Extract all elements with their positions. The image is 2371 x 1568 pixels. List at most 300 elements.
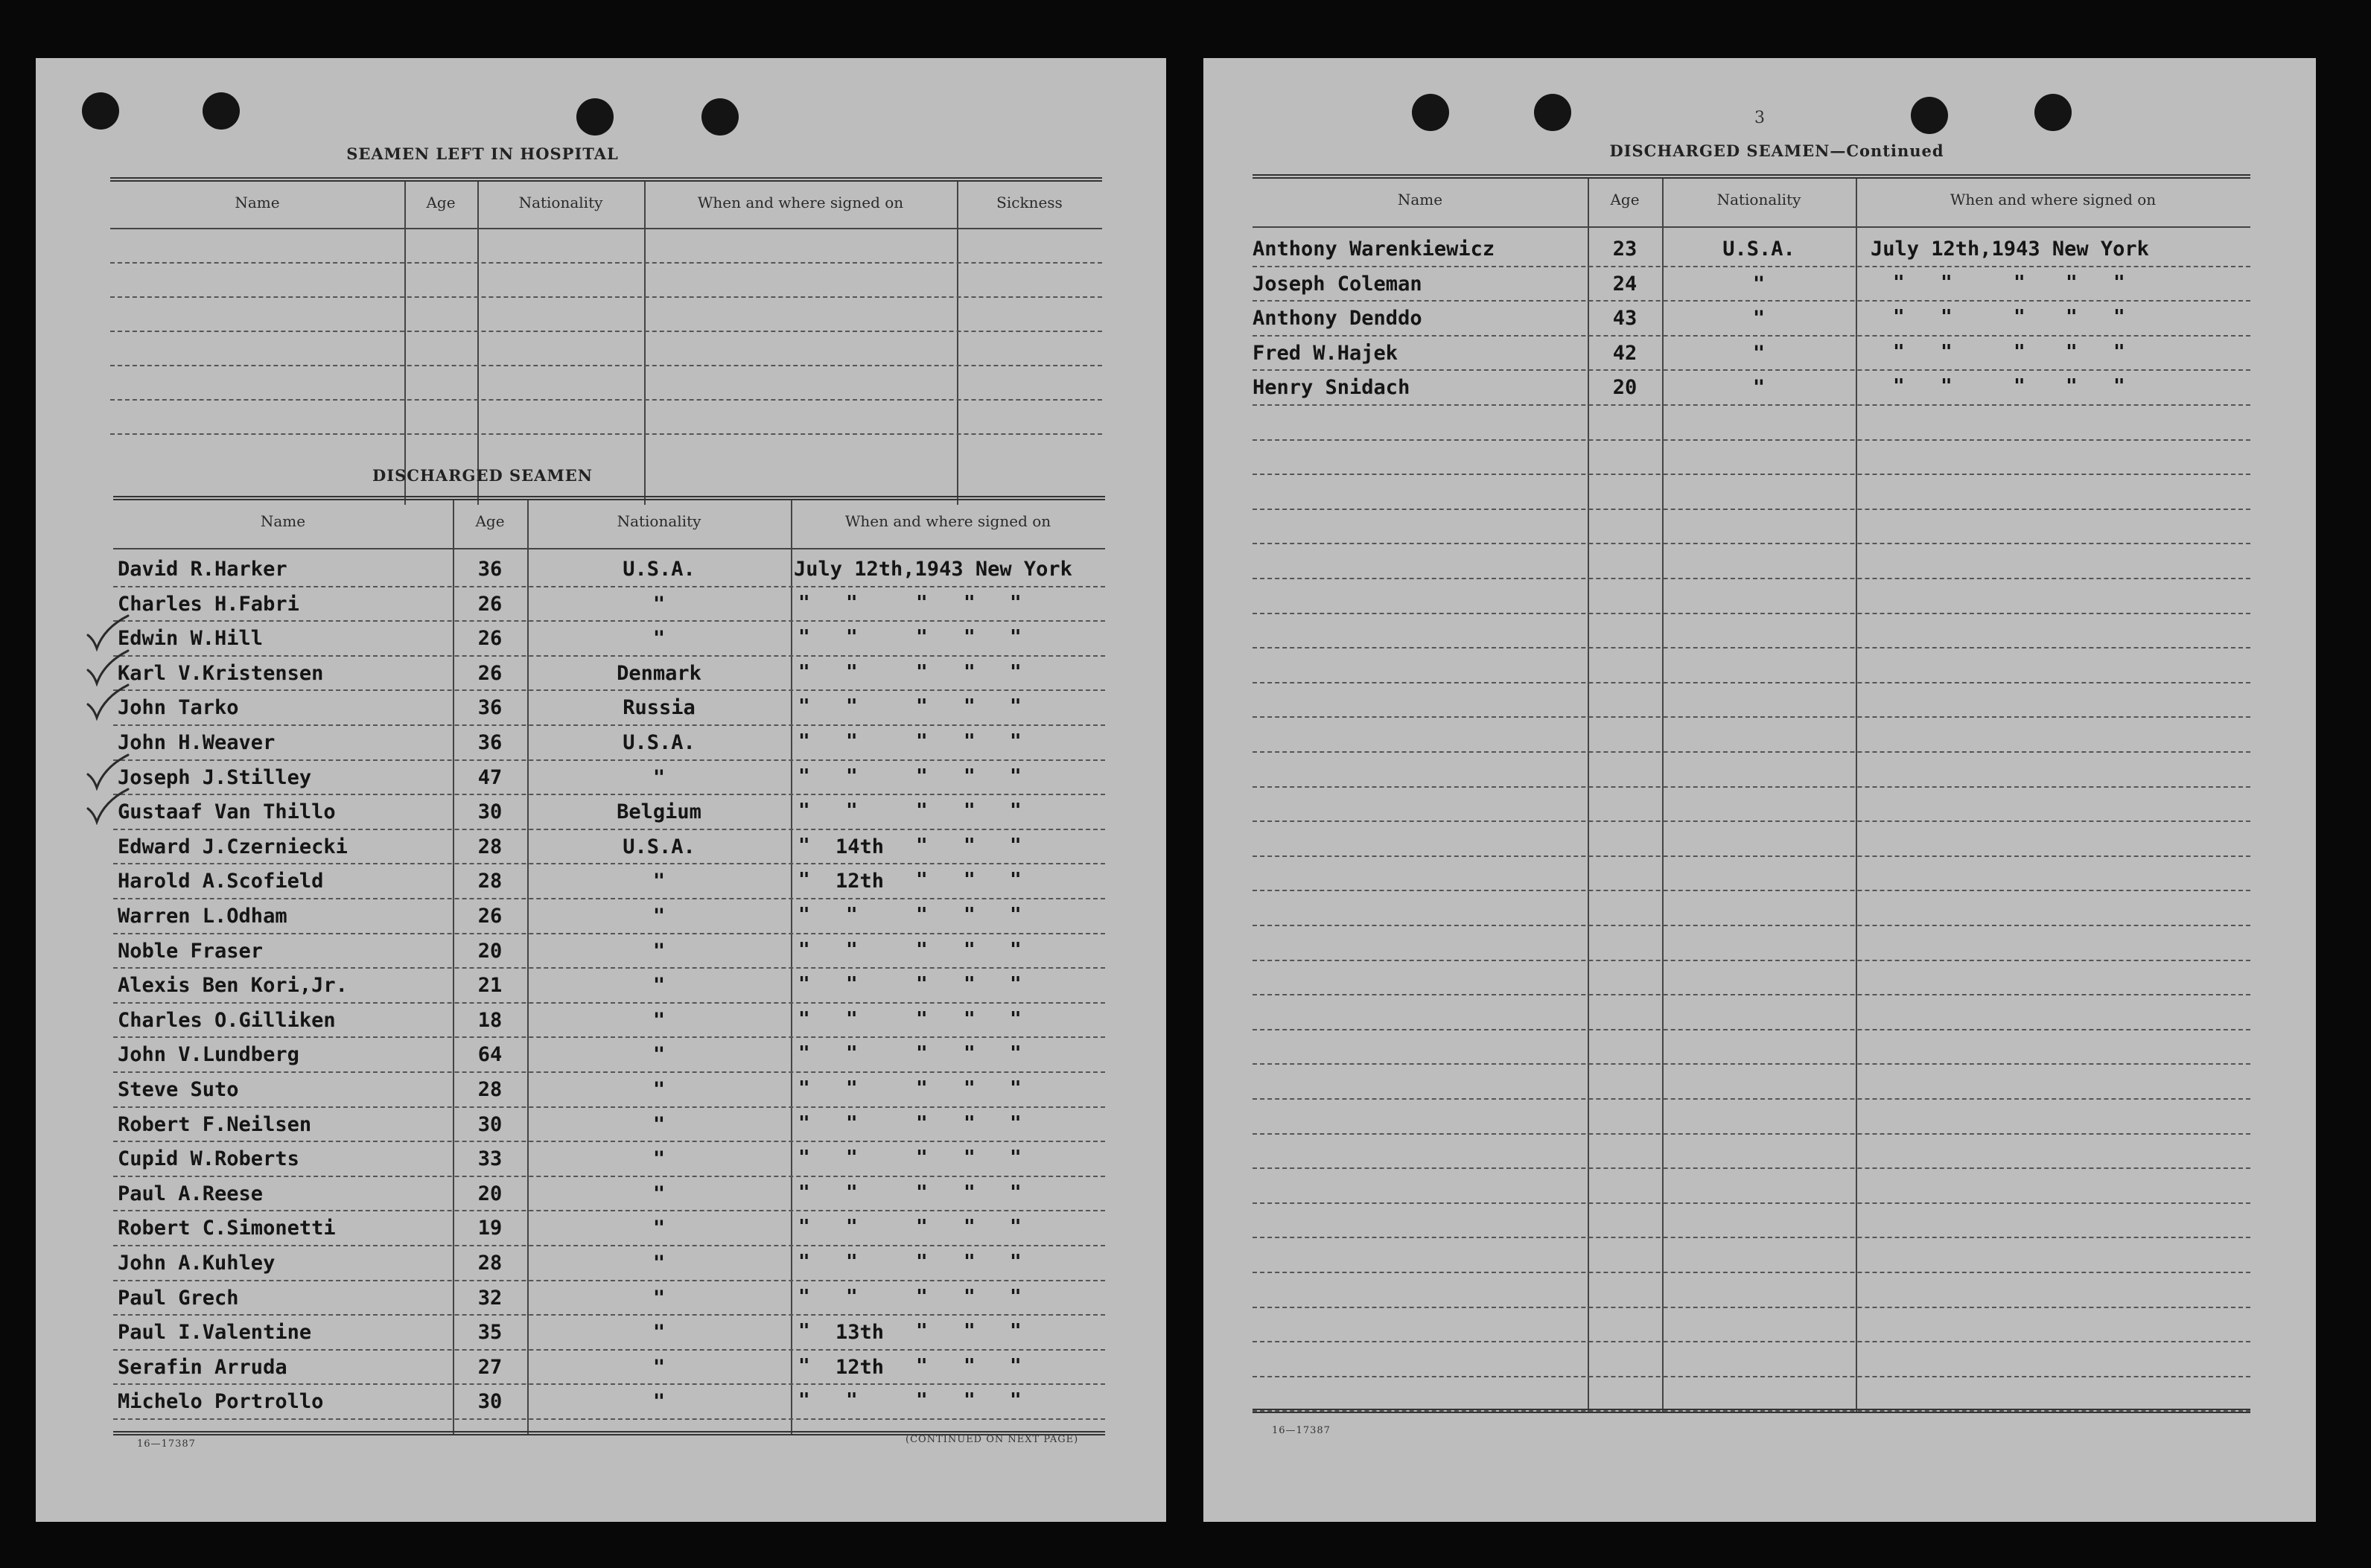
seaman-nationality: Russia <box>623 696 696 720</box>
seaman-name: Steve Suto <box>118 1078 239 1101</box>
seaman-name: John V.Lundberg <box>118 1043 299 1067</box>
table-row <box>1253 857 2250 892</box>
table-row <box>113 830 1105 865</box>
ditto-mark: " <box>2113 271 2125 294</box>
seaman-age: 24 <box>1612 272 1638 296</box>
ditto-mark: " <box>1010 834 1022 857</box>
seaman-age: 19 <box>477 1217 503 1240</box>
ditto-mark: " <box>846 1112 858 1135</box>
seaman-name: Robert C.Simonetti <box>118 1217 336 1240</box>
ruled-line <box>1253 1410 2250 1412</box>
ditto-mark: " <box>846 730 858 753</box>
ditto-mark: " <box>964 973 976 996</box>
form-number: 16—17387 <box>1272 1425 1331 1436</box>
ditto-mark: " <box>1893 375 1905 398</box>
seaman-name: Paul A.Reese <box>118 1182 264 1205</box>
ditto-mark: " <box>1010 626 1022 649</box>
seaman-age: 21 <box>477 974 503 998</box>
table-row <box>113 1177 1105 1212</box>
ditto-mark: " <box>916 1112 928 1135</box>
ditto-mark: " <box>1010 1285 1022 1308</box>
ditto-mark: " <box>916 1147 928 1170</box>
punch-hole <box>82 92 119 130</box>
punch-hole <box>701 98 739 136</box>
ditto-mark: " <box>798 1181 810 1204</box>
table-row <box>1253 232 2250 267</box>
ditto-mark: " <box>846 1077 858 1100</box>
ditto-mark: " <box>916 730 928 753</box>
ditto-mark: " <box>916 1042 928 1065</box>
ditto-mark: " <box>1010 938 1022 961</box>
ditto-mark: " <box>846 1147 858 1170</box>
ditto-mark: " <box>916 626 928 649</box>
table-row <box>1253 822 2250 857</box>
column-header-age: Age <box>475 512 505 530</box>
discharged-continued-table <box>1253 174 2250 1413</box>
column-header-name: Name <box>1397 191 1443 208</box>
table-row <box>113 1351 1105 1386</box>
ditto-mark: " <box>1010 1216 1022 1239</box>
seaman-age: 36 <box>477 731 503 754</box>
table-row <box>113 726 1105 761</box>
seaman-age: 20 <box>477 939 503 963</box>
column-header-sickness: Sickness <box>996 194 1063 211</box>
ruled-line <box>110 296 1102 298</box>
ditto-mark: " <box>798 1007 810 1030</box>
punch-hole <box>2034 94 2072 131</box>
column-header-nationality: Nationality <box>617 512 701 530</box>
table-row <box>1253 302 2250 337</box>
ditto-mark: " <box>964 1389 976 1412</box>
ditto-mark: " <box>916 1216 928 1239</box>
seaman-nationality: " <box>652 1355 666 1379</box>
table-row <box>113 1142 1105 1177</box>
seaman-nationality: " <box>652 765 666 789</box>
ditto-mark: " <box>798 869 810 892</box>
table-row <box>1253 406 2250 441</box>
table-row <box>1253 1238 2250 1273</box>
table-row <box>1253 648 2250 683</box>
ditto-mark: " <box>2066 306 2078 329</box>
seaman-nationality: " <box>652 974 666 998</box>
table-row <box>113 795 1105 830</box>
signed-on: July 12th,1943 New York <box>794 558 1072 581</box>
table-row <box>1253 371 2250 406</box>
ruled-line <box>110 433 1102 435</box>
seaman-nationality: U.S.A. <box>623 835 696 858</box>
seaman-age: 26 <box>477 627 503 651</box>
seaman-age: 36 <box>477 696 503 720</box>
table-row <box>1253 267 2250 302</box>
punch-hole <box>576 98 614 136</box>
ditto-mark: " <box>846 800 858 823</box>
seaman-name: Charles O.Gilliken <box>118 1008 336 1032</box>
form-number: 16—17387 <box>137 1438 196 1450</box>
ditto-mark: " <box>798 1251 810 1273</box>
seaman-nationality: U.S.A. <box>1722 238 1795 261</box>
ditto-mark: " <box>964 904 976 926</box>
table-row <box>1253 1308 2250 1343</box>
seaman-name: Joseph J.Stilley <box>118 765 312 789</box>
ditto-mark: " <box>964 591 976 614</box>
seaman-name: David R.Harker <box>118 558 287 581</box>
table-row <box>1253 1169 2250 1204</box>
seaman-age: 28 <box>477 1078 503 1101</box>
table-row <box>1253 718 2250 753</box>
ditto-mark: " <box>1010 800 1022 823</box>
table-row <box>1253 961 2250 996</box>
ditto-mark: " <box>798 938 810 961</box>
ditto-mark: " <box>798 800 810 823</box>
table-row <box>113 1281 1105 1316</box>
ditto-mark: " <box>798 973 810 996</box>
seaman-age: 20 <box>477 1182 503 1205</box>
ditto-mark: " <box>964 1285 976 1308</box>
ditto-mark: " <box>964 1112 976 1135</box>
table-row <box>113 1385 1105 1420</box>
seaman-nationality: " <box>652 1008 666 1032</box>
ditto-mark: " <box>916 1320 928 1343</box>
seaman-nationality: " <box>1752 307 1766 331</box>
seaman-age: 26 <box>477 905 503 928</box>
table-row <box>1253 1377 2250 1412</box>
ditto-mark: " <box>798 1042 810 1065</box>
ditto-mark: " <box>2066 340 2078 363</box>
ditto-mark: " <box>2014 340 2025 363</box>
seaman-age: 26 <box>477 592 503 616</box>
table-row <box>1253 1135 2250 1170</box>
ditto-mark: " <box>798 1216 810 1239</box>
ditto-mark: " <box>916 1354 928 1377</box>
ditto-mark: " <box>916 1389 928 1412</box>
ditto-mark: " <box>964 938 976 961</box>
table-row <box>1253 1030 2250 1065</box>
ditto-mark: " <box>964 1216 976 1239</box>
check-mark <box>85 752 130 791</box>
seaman-name: Paul Grech <box>118 1286 239 1310</box>
ditto-mark: " <box>916 765 928 788</box>
ruled-line <box>110 262 1102 264</box>
ditto-mark: " <box>1010 1112 1022 1135</box>
ditto-mark: " <box>1941 375 1953 398</box>
seaman-age: 32 <box>477 1286 503 1310</box>
seaman-name: Karl V.Kristensen <box>118 661 324 685</box>
seaman-age: 64 <box>477 1043 503 1067</box>
table-row <box>113 1073 1105 1108</box>
seaman-age: 42 <box>1612 341 1638 365</box>
ditto-mark: " <box>916 695 928 718</box>
ditto-mark: " <box>964 800 976 823</box>
seaman-nationality: " <box>652 1043 666 1067</box>
seaman-name: Joseph Coleman <box>1253 272 1422 296</box>
ditto-mark: " <box>798 660 810 683</box>
ditto-mark: " <box>798 1112 810 1135</box>
ditto-mark: " <box>964 660 976 683</box>
seaman-nationality: " <box>1752 376 1766 400</box>
column-header-signed-on: When and where signed on <box>844 512 1051 530</box>
seaman-nationality: " <box>652 905 666 928</box>
seaman-nationality: Denmark <box>617 661 701 685</box>
ditto-mark: " <box>916 1285 928 1308</box>
ditto-mark: " <box>1010 1354 1022 1377</box>
ditto-mark: " <box>916 869 928 892</box>
check-mark <box>85 682 130 721</box>
seaman-nationality: " <box>652 1321 666 1345</box>
seaman-name: Michelo Portrollo <box>118 1390 324 1414</box>
ditto-mark: " <box>916 800 928 823</box>
ditto-mark: " <box>1010 695 1022 718</box>
ditto-mark: " <box>964 1354 976 1377</box>
ditto-mark: " <box>846 1285 858 1308</box>
seaman-age: 30 <box>477 1390 503 1414</box>
ditto-mark: " <box>1010 1320 1022 1343</box>
table-row <box>113 691 1105 726</box>
table-row <box>113 1004 1105 1039</box>
seaman-nationality: " <box>652 939 666 963</box>
seaman-name: Noble Fraser <box>118 939 264 963</box>
ditto-mark: " <box>846 938 858 961</box>
ditto-mark: " <box>1010 1147 1022 1170</box>
seaman-name: John Tarko <box>118 696 239 720</box>
ditto-mark: " <box>798 695 810 718</box>
seaman-name: Fred W.Hajek <box>1253 341 1398 365</box>
ditto-mark: " <box>916 1007 928 1030</box>
table-row <box>1253 441 2250 476</box>
seaman-age: 33 <box>477 1147 503 1171</box>
seaman-nationality: Belgium <box>617 800 701 824</box>
page-number: 3 <box>1754 109 1765 127</box>
ditto-mark: " <box>1941 271 1953 294</box>
ditto-mark: " <box>1010 765 1022 788</box>
table-row <box>1253 614 2250 649</box>
ditto-mark: " <box>2014 375 2025 398</box>
ditto-mark: " <box>916 834 928 857</box>
table-row <box>113 1038 1105 1073</box>
seaman-name: Henry Snidach <box>1253 376 1410 400</box>
table-row <box>1253 683 2250 718</box>
seaman-age: 28 <box>477 835 503 858</box>
seaman-name: Harold A.Scofield <box>118 870 324 893</box>
ditto-mark: " <box>798 1320 810 1343</box>
seaman-age: 30 <box>477 1112 503 1136</box>
ditto-mark: " <box>1010 904 1022 926</box>
table-row <box>113 899 1105 934</box>
ditto-mark: " <box>964 834 976 857</box>
seaman-nationality: " <box>652 1252 666 1275</box>
table-row <box>1253 510 2250 545</box>
seaman-name: Serafin Arruda <box>118 1355 287 1379</box>
ditto-mark: " <box>1010 591 1022 614</box>
seaman-name: Charles H.Fabri <box>118 592 299 616</box>
ditto-mark: " <box>1010 1042 1022 1065</box>
right-page <box>1203 58 2316 1522</box>
table-row <box>1253 1273 2250 1308</box>
seaman-age: 27 <box>477 1355 503 1379</box>
seaman-nationality: " <box>652 1217 666 1240</box>
ditto-mark: " <box>916 938 928 961</box>
table-row <box>113 969 1105 1004</box>
seaman-name: Cupid W.Roberts <box>118 1147 299 1171</box>
seaman-name: Warren L.Odham <box>118 905 287 928</box>
table-row <box>113 934 1105 969</box>
table-row <box>113 552 1105 587</box>
ditto-mark: " <box>964 1181 976 1204</box>
table-row <box>113 864 1105 899</box>
hospital-table <box>110 177 1102 505</box>
seaman-age: 20 <box>1612 376 1638 400</box>
seaman-age: 43 <box>1612 307 1638 331</box>
ditto-mark: " <box>846 660 858 683</box>
seaman-nationality: U.S.A. <box>623 558 696 581</box>
ditto-mark: " <box>798 591 810 614</box>
column-header-signed-on: When and where signed on <box>1950 191 2157 208</box>
discharged-table <box>113 496 1105 1435</box>
ditto-mark: " <box>1893 271 1905 294</box>
seaman-nationality: " <box>652 1078 666 1101</box>
ditto-mark: " <box>964 1251 976 1273</box>
column-header-signed-on: When and where signed on <box>697 194 904 211</box>
discharged-continued-title: DISCHARGED SEAMEN—Continued <box>1609 141 1944 160</box>
seaman-name: Anthony Warenkiewicz <box>1253 238 1495 261</box>
table-row <box>113 1316 1105 1351</box>
seaman-nationality: " <box>652 1147 666 1171</box>
seaman-age: 28 <box>477 1252 503 1275</box>
ditto-mark: " <box>1010 973 1022 996</box>
ditto-mark: " <box>846 765 858 788</box>
continued-note: (CONTINUED ON NEXT PAGE) <box>906 1434 1079 1445</box>
seaman-name: Edwin W.Hill <box>118 627 264 651</box>
table-row <box>1253 753 2250 788</box>
seaman-name: Gustaaf Van Thillo <box>118 800 336 824</box>
seaman-name: Anthony Denddo <box>1253 307 1422 331</box>
seaman-nationality: " <box>652 1390 666 1414</box>
ditto-mark: " <box>964 1147 976 1170</box>
ruled-line <box>110 365 1102 366</box>
ditto-mark: " <box>1893 306 1905 329</box>
ditto-mark: " <box>2066 271 2078 294</box>
ditto-mark: " <box>846 1251 858 1273</box>
table-row <box>113 657 1105 692</box>
signed-on-day: 12th <box>836 870 885 893</box>
seaman-nationality: " <box>652 1112 666 1136</box>
ditto-mark: " <box>846 973 858 996</box>
ditto-mark: " <box>2066 375 2078 398</box>
table-row <box>1253 1204 2250 1239</box>
signed-on-day: 12th <box>836 1355 885 1379</box>
table-row <box>1253 475 2250 510</box>
ditto-mark: " <box>798 730 810 753</box>
table-row <box>1253 995 2250 1030</box>
seaman-nationality: " <box>652 627 666 651</box>
ditto-mark: " <box>1010 1389 1022 1412</box>
signed-on-day: 13th <box>836 1321 885 1345</box>
ditto-mark: " <box>798 626 810 649</box>
column-header-age: Age <box>426 194 456 211</box>
punch-hole <box>1911 97 1948 134</box>
ditto-mark: " <box>1010 1077 1022 1100</box>
ditto-mark: " <box>1010 660 1022 683</box>
left-page <box>36 58 1166 1522</box>
ditto-mark: " <box>1010 1251 1022 1273</box>
ditto-mark: " <box>964 695 976 718</box>
ditto-mark: " <box>964 730 976 753</box>
signed-on-day: 14th <box>836 835 885 858</box>
ditto-mark: " <box>964 765 976 788</box>
ditto-mark: " <box>798 1285 810 1308</box>
seaman-nationality: " <box>652 1286 666 1310</box>
ditto-mark: " <box>798 765 810 788</box>
ditto-mark: " <box>916 1077 928 1100</box>
table-row <box>1253 544 2250 579</box>
ditto-mark: " <box>1893 340 1905 363</box>
ditto-mark: " <box>964 1007 976 1030</box>
table-row <box>1253 579 2250 614</box>
ditto-mark: " <box>964 1042 976 1065</box>
column-header-name: Name <box>260 512 306 530</box>
punch-hole <box>203 92 240 130</box>
table-row <box>1253 1100 2250 1135</box>
table-row <box>113 1108 1105 1143</box>
ditto-mark: " <box>2113 340 2125 363</box>
table-row <box>1253 1065 2250 1100</box>
column-header-age: Age <box>1610 191 1640 208</box>
ditto-mark: " <box>2113 375 2125 398</box>
table-row <box>1253 1342 2250 1377</box>
seaman-name: John A.Kuhley <box>118 1252 276 1275</box>
seaman-nationality: " <box>1752 341 1766 365</box>
ditto-mark: " <box>1941 306 1953 329</box>
ditto-mark: " <box>916 1251 928 1273</box>
table-row <box>1253 337 2250 372</box>
seaman-age: 47 <box>477 765 503 789</box>
check-mark <box>85 613 130 651</box>
ditto-mark: " <box>846 1007 858 1030</box>
discharged-title: DISCHARGED SEAMEN <box>372 466 593 485</box>
column-header-nationality: Nationality <box>1716 191 1801 208</box>
seaman-name: Alexis Ben Kori,Jr. <box>118 974 348 998</box>
ditto-mark: " <box>846 1216 858 1239</box>
seaman-age: 26 <box>477 661 503 685</box>
seaman-age: 36 <box>477 558 503 581</box>
table-row <box>1253 926 2250 961</box>
table-row <box>113 622 1105 657</box>
ruled-line <box>110 399 1102 401</box>
hospital-title: SEAMEN LEFT IN HOSPITAL <box>346 144 619 163</box>
table-row <box>113 1246 1105 1281</box>
ditto-mark: " <box>964 1320 976 1343</box>
ditto-mark: " <box>846 695 858 718</box>
ditto-mark: " <box>916 904 928 926</box>
seaman-age: 28 <box>477 870 503 893</box>
ditto-mark: " <box>798 1354 810 1377</box>
ditto-mark: " <box>1010 869 1022 892</box>
ditto-mark: " <box>1010 730 1022 753</box>
ditto-mark: " <box>1010 1007 1022 1030</box>
ditto-mark: " <box>798 834 810 857</box>
ditto-mark: " <box>2113 306 2125 329</box>
ditto-mark: " <box>964 626 976 649</box>
ditto-mark: " <box>2014 306 2025 329</box>
ditto-mark: " <box>964 869 976 892</box>
seaman-nationality: U.S.A. <box>623 731 696 754</box>
ditto-mark: " <box>798 904 810 926</box>
ditto-mark: " <box>1010 1181 1022 1204</box>
ditto-mark: " <box>916 973 928 996</box>
ditto-mark: " <box>916 660 928 683</box>
table-row <box>113 761 1105 796</box>
ditto-mark: " <box>846 591 858 614</box>
ditto-mark: " <box>798 1389 810 1412</box>
